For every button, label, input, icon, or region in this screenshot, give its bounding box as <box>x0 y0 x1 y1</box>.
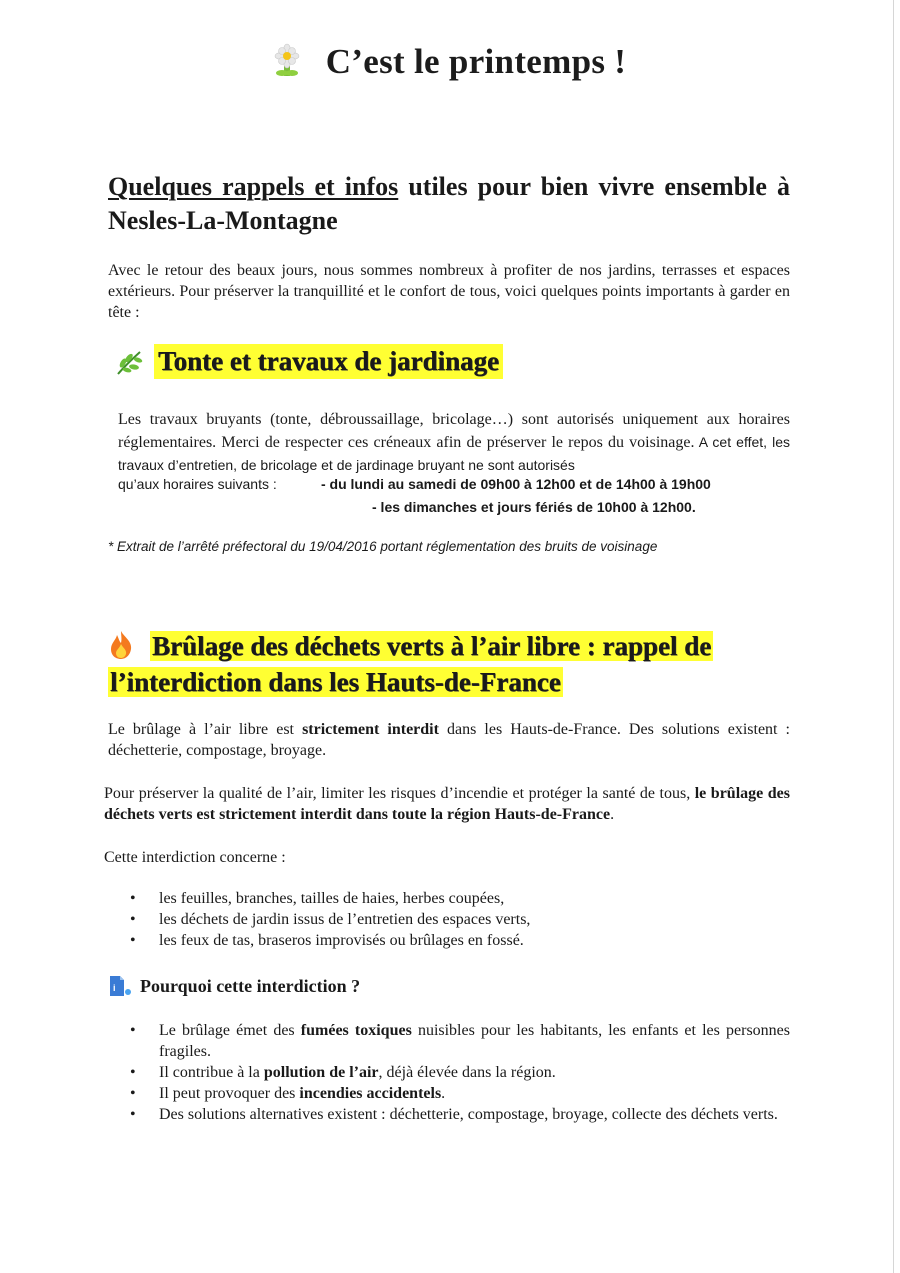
burning-p2-text-a: Pour préserver la qualité de l’air, limiter les risques d’incendie et protéger la santé de tous, <box>104 785 695 802</box>
why-3-text-a: Des solutions alternatives existent : déchetterie, compostage, broyage, collecte des déchets verts. <box>159 1106 778 1123</box>
burning-p1-bold: strictement interdit <box>302 721 439 738</box>
list-item <box>130 1083 790 1104</box>
mowing-paragraph <box>118 408 790 477</box>
list-item <box>130 1104 790 1125</box>
burning-title-line1: Brûlage des déchets verts à l’air libre : rappel de <box>152 631 712 661</box>
why-1-bold: pollution de l’air <box>263 1064 379 1081</box>
burning-p1-text-a: Le brûlage à l’air libre est <box>108 721 303 738</box>
section-mowing-title: Tonte et travaux de jardinage <box>154 344 503 379</box>
hours-row-weekday <box>118 476 711 492</box>
why-1-text-a: Il contribue à la <box>159 1064 264 1081</box>
fire-icon <box>108 630 134 660</box>
why-2-text-b: . <box>441 1085 446 1102</box>
list-item: • les déchets de jardin issus de l’entretien des espaces verts, <box>130 909 790 930</box>
headline-rest: utiles pour bien vivre ensemble à Nesles-La-Montagne <box>108 172 790 235</box>
why-0-bold: fumées toxiques <box>300 1022 412 1039</box>
herb-icon <box>114 347 144 377</box>
mowing-text-sans: A cet effet, les travaux d’entretien, de bricolage et de jardinage bruyant ne sont autorisés <box>118 434 791 473</box>
intro-paragraph: Avec le retour des beaux jours, nous sommes nombreux à profiter de nos jardins, terrasses et espaces extérieurs. Pour préserver la tranquillité et le confort de tous, voici quelques points importants à garder en tête : <box>108 262 790 321</box>
burning-paragraph-3: Cette interdiction concerne : <box>104 849 286 866</box>
mowing-text-serif: Les travaux bruyants (tonte, débroussaillage, bricolage…) sont autorisés uniquement aux horaires réglementaires. Merci de respecter ces créneaux afin de préserver le repos du voisinage. <box>118 411 790 451</box>
why-0-text-a: Le brûlage émet des <box>159 1022 301 1039</box>
prefectoral-note: * Extrait de l’arrêté préfectoral du 19/04/2016 portant réglementation des bruits de voisinage <box>108 539 658 554</box>
hours-weekday: - du lundi au samedi de 09h00 à 12h00 et de 14h00 à 19h00 <box>321 476 711 492</box>
list-item: • les feuilles, branches, tailles de haies, herbes coupées, <box>130 888 790 909</box>
list-item <box>130 1020 790 1062</box>
why-2-text-a: Il peut provoquer des <box>159 1085 300 1102</box>
burning-title-line2: l’interdiction dans les Hauts-de-France <box>110 667 561 697</box>
list-item: • les feux de tas, braseros improvisés ou brûlages en fossé. <box>130 930 790 951</box>
burning-p2-bold: le brûlage des déchets verts est strictement interdit dans toute la région Hauts-de-France <box>104 785 791 823</box>
section-mowing-heading <box>114 344 503 379</box>
why-0-text-b: nuisibles pour les habitants, les enfants et les personnes fragiles. <box>159 1022 790 1060</box>
why-heading <box>108 974 360 998</box>
hours-sunday: - les dimanches et jours fériés de 10h00 à 12h00. <box>372 499 696 515</box>
why-title: Pourquoi cette interdiction ? <box>140 975 361 996</box>
burning-p1-text-b: dans les Hauts-de-France. Des solutions existent : déchetterie, compostage, broyage. <box>108 721 790 759</box>
page-title: C’est le printemps ! <box>325 42 627 81</box>
daisy-icon <box>274 43 300 81</box>
page-edge-line <box>893 0 894 1273</box>
why-1-text-b: , déjà élevée dans la région. <box>378 1064 556 1081</box>
section-burning-heading <box>108 628 792 700</box>
headline-underlined: Quelques rappels et infos <box>108 172 399 201</box>
info-icon <box>108 974 132 998</box>
title-row <box>0 38 900 86</box>
burning-paragraph-1 <box>108 719 790 761</box>
headline <box>108 170 790 238</box>
why-2-bold: incendies accidentels <box>299 1085 442 1102</box>
list-item <box>130 1062 790 1083</box>
concerned-list <box>130 888 790 951</box>
burning-paragraph-2 <box>104 783 790 825</box>
hours-intro: qu’aux horaires suivants : <box>118 476 277 492</box>
svg-text:i: i <box>113 983 116 993</box>
why-list <box>130 1020 790 1125</box>
burning-p2-text-b: . <box>610 806 615 823</box>
